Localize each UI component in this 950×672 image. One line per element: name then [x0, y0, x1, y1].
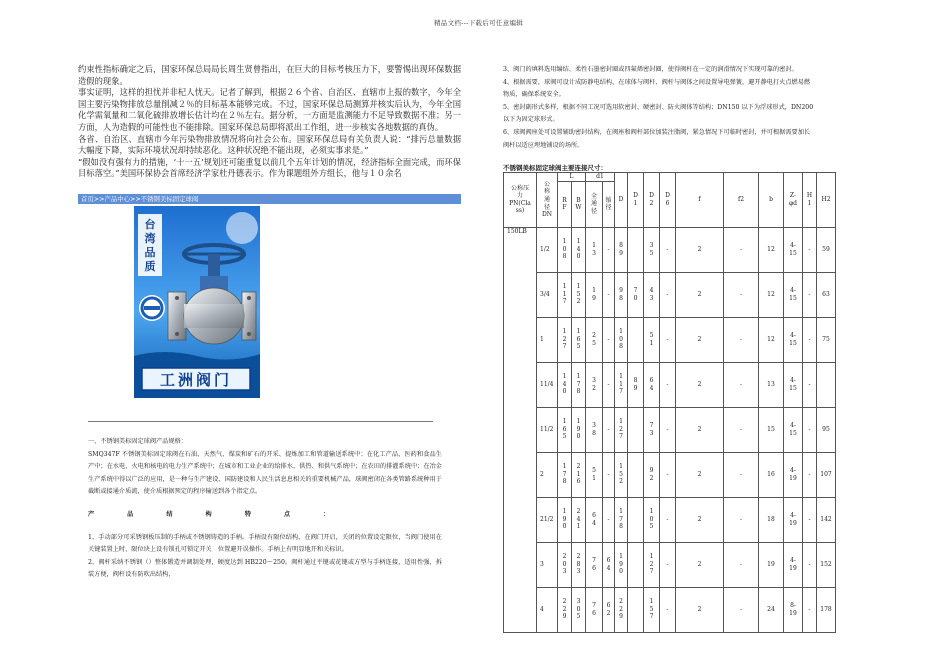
- full-bore-cell: 7 6: [586, 587, 603, 632]
- article-paragraph: 各省、自治区、直辖市今年污染物排放情况将向社会公布。国家环保总局有关负责人说：“排污总量数据大幅度下降，实际环境状况却持续恶化。这种状况绝不能出现，必须实事求是。”: [78, 133, 461, 156]
- f2-cell: -: [724, 272, 759, 317]
- dn-cell: 1: [537, 317, 558, 362]
- h2-cell: [817, 362, 836, 407]
- header-cell: 公 称 通 径 DN: [537, 173, 558, 228]
- d6-cell: -: [660, 362, 676, 407]
- d1-cell: [628, 317, 644, 362]
- right-text-column: [503, 64, 814, 152]
- feature-item: 5、密封副形式多样，根据不同工况可选用软密封、硬密封、防火阀体等结构；DN150 以下为浮球形式，DN200 以下为固定球形式。: [503, 103, 814, 124]
- dn-cell: 21/2: [537, 497, 558, 542]
- table-row: [504, 272, 836, 317]
- reduced-bore-cell: 6 4: [603, 542, 615, 587]
- d6-cell: -: [660, 227, 676, 272]
- table-row: [504, 587, 836, 632]
- b-cell: 19: [759, 542, 784, 587]
- reduced-bore-cell: -: [603, 452, 615, 497]
- d2-cell: 6 4: [644, 362, 660, 407]
- l-bw-cell: 1 9 0: [572, 407, 586, 452]
- f2-cell: -: [724, 227, 759, 272]
- h2-cell: 107: [817, 452, 836, 497]
- l-bw-cell: 2 1 6: [572, 452, 586, 497]
- f2-cell: -: [724, 362, 759, 407]
- header-cell: b: [759, 173, 784, 228]
- bolt-cell: 4- 15: [784, 317, 803, 362]
- h2-cell: 63: [817, 272, 836, 317]
- l-bw-cell: 1 6 5: [572, 317, 586, 362]
- header-cell: H2: [817, 173, 836, 228]
- l-bw-cell: 1 5 2: [572, 272, 586, 317]
- d2-cell: 1 2 7: [644, 542, 660, 587]
- full-bore-cell: 7 6: [586, 542, 603, 587]
- svg-text:工洲阀门: 工洲阀门: [159, 371, 233, 389]
- bolt-cell: 4- 15: [784, 407, 803, 452]
- d2-cell: 9 2: [644, 452, 660, 497]
- header-cell: D: [615, 173, 628, 228]
- header-cell: 缩 径: [603, 181, 615, 227]
- h1-cell: -: [803, 227, 817, 272]
- d1-cell: [628, 407, 644, 452]
- bolt-cell: 8- 19: [784, 587, 803, 632]
- d1-cell: 7 0: [628, 272, 644, 317]
- header-cell: D 6: [660, 173, 676, 228]
- d6-cell: -: [660, 317, 676, 362]
- dn-cell: 2: [537, 452, 558, 497]
- l-bw-cell: 2 4 1: [572, 497, 586, 542]
- feature-item: 4、根据需要，球阀可设计成防静电结构，在球体与阀杆、阀杆与阀体之间设置导电弹簧，避开静电打火点燃易燃物质，确保系统安全。: [503, 78, 811, 99]
- l-bw-cell: 1 4 0: [572, 227, 586, 272]
- d-cell: 1 1 7: [615, 362, 628, 407]
- h1-cell: -: [803, 587, 817, 632]
- f-cell: 2: [676, 407, 724, 452]
- table-header-row: [504, 173, 836, 182]
- header-cell: R F: [558, 181, 572, 227]
- reduced-bore-cell: -: [603, 407, 615, 452]
- h1-cell: -: [803, 272, 817, 317]
- d1-cell: [628, 497, 644, 542]
- f-cell: 2: [676, 587, 724, 632]
- b-cell: 12: [759, 272, 784, 317]
- dimension-table: [503, 172, 836, 633]
- table-row: [504, 362, 836, 407]
- f-cell: 2: [676, 317, 724, 362]
- d2-cell: 1 5 7: [644, 587, 660, 632]
- feature-item: 1、手动部分可采锈钢板压制的手柄或不锈钢铸造的手柄。手柄设有限位结构，在阀门开启，关闭的位置设定限位，当阀门使用在关键装置上时，限位块上设有锁孔可锁定开关 位置避开误操作。手柄上有明显地开和关标识。: [88, 533, 442, 554]
- f2-cell: -: [724, 452, 759, 497]
- d2-cell: 3 5: [644, 227, 660, 272]
- b-cell: 12: [759, 317, 784, 362]
- header-cell: D 2: [644, 173, 660, 228]
- d6-cell: -: [660, 272, 676, 317]
- spec-description: SMQ347F 不锈钢美标固定球阀在石油、天然气、煤炭和矿石的开采、提炼加工和管道输送系统中；在化工产品、医药和食品生产中；在水电、火电和核电的电力生产系统中；在城市和工业企业的给排水、供热、和供气系统中；在农田的排灌系统中；在冶金生产系统中得以广泛的应用，是一种与生产建设、国防建设和人民生活息息相关的重要机械产品，球阀密闭在各类管路系统种用于截断或接通介质流，使介质根据预定的程序输送到各个指定点。: [88, 450, 442, 496]
- reduced-bore-cell: -: [603, 227, 615, 272]
- header-cell: D 1: [628, 173, 644, 228]
- header-cell: H 1: [803, 173, 817, 228]
- d1-cell: [628, 227, 644, 272]
- f2-cell: -: [724, 497, 759, 542]
- table-row: [504, 452, 836, 497]
- reduced-bore-cell: -: [603, 317, 615, 362]
- article-column: [78, 64, 461, 180]
- l-rf-cell: 1 1 7: [558, 272, 572, 317]
- l-rf-cell: 1 7 8: [558, 452, 572, 497]
- dn-cell: 1/2: [537, 227, 558, 272]
- feature-item: 2、阀杆采纳不锈钢（）整体锻造并调制处理，硬度达到 HB220～250。阀杆通过平键或花键或方型与手柄连接，适用性强，拆装方便，阀杆设有防吹出结构，: [88, 558, 442, 579]
- d-cell: 1 9 0: [615, 542, 628, 587]
- product-spec-column: [88, 436, 442, 582]
- f-cell: 2: [676, 272, 724, 317]
- page-header-note: 精品文档---下载后可任意编辑: [434, 19, 524, 27]
- table-row: [504, 497, 836, 542]
- l-bw-cell: 1 7 8: [572, 362, 586, 407]
- h2-cell: 95: [817, 407, 836, 452]
- table-title: 不锈钢美标固定球阀主要连接尺寸：: [503, 164, 607, 172]
- d-cell: 1 5 2: [615, 452, 628, 497]
- header-cell: B W: [572, 181, 586, 227]
- f-cell: 2: [676, 497, 724, 542]
- feature-item: 3、阀门的填料选用编结、柔性石墨密封圈或四氟烯密封圈，使得阀杆在一定的润滑情况下实现可靠的密封。: [503, 66, 798, 73]
- l-rf-cell: 1 9 0: [558, 497, 572, 542]
- d6-cell: -: [660, 497, 676, 542]
- dn-cell: 11/2: [537, 407, 558, 452]
- b-cell: 15: [759, 407, 784, 452]
- l-rf-cell: 1 2 7: [558, 317, 572, 362]
- d2-cell: 4 3: [644, 272, 660, 317]
- h1-cell: -: [803, 407, 817, 452]
- features-heading: [88, 509, 442, 522]
- full-bore-cell: 6 4: [586, 497, 603, 542]
- full-bore-cell: 1 9: [586, 272, 603, 317]
- b-cell: 18: [759, 497, 784, 542]
- dn-cell: 3: [537, 542, 558, 587]
- l-rf-cell: 1 4 0: [558, 362, 572, 407]
- header-cell: 公称压 力 PN(Cla ss): [504, 173, 537, 228]
- full-bore-cell: 3 2: [586, 362, 603, 407]
- d1-cell: [628, 452, 644, 497]
- f2-cell: -: [724, 407, 759, 452]
- bolt-cell: 4- 15: [784, 227, 803, 272]
- h2-cell: 178: [817, 587, 836, 632]
- l-rf-cell: 1 0 8: [558, 227, 572, 272]
- f-cell: 2: [676, 452, 724, 497]
- breadcrumb-banner: 首页>>产品中心>>不锈钢美标固定球阀: [78, 194, 461, 204]
- f-cell: 2: [676, 227, 724, 272]
- features-heading-text: 产品结构特点：: [88, 510, 363, 518]
- d-cell: 1 7 8: [615, 497, 628, 542]
- table-row: [504, 227, 836, 272]
- d-cell: 1 0 8: [615, 317, 628, 362]
- article-paragraph: 事实证明，这样的担忧并非杞人忧天。记者了解到，根据２６个省、自治区、直辖市上报的数字，今年全国主要污染物排放总量削减２％的目标基本能够完成。不过，国家环保总局测算并核实后认为，今年全国化学需氧量和二氧化硫排放增长估计均在２％左右。据分析，一方面是监测能力不足导致数据不准；另一方面，人为造假的可能性也不能排除。国家环保总局即将派出工作组，进一步核实各地数据的真伪。: [78, 87, 461, 132]
- svg-text:品: 品: [144, 246, 156, 259]
- full-bore-cell: 2 5: [586, 317, 603, 362]
- b-cell: 12: [759, 227, 784, 272]
- d6-cell: -: [660, 407, 676, 452]
- bolt-cell: 4- 15: [784, 272, 803, 317]
- bolt-cell: 4- 15: [784, 362, 803, 407]
- h1-cell: -: [803, 362, 817, 407]
- d2-cell: 1 0 5: [644, 497, 660, 542]
- dn-cell: 3/4: [537, 272, 558, 317]
- h1-cell: -: [803, 317, 817, 362]
- section-divider: [88, 421, 433, 422]
- header-cell: 全 通 径: [586, 181, 603, 227]
- f2-cell: -: [724, 542, 759, 587]
- h1-cell: -: [803, 542, 817, 587]
- svg-text:湾: 湾: [144, 232, 156, 245]
- f-cell: 2: [676, 542, 724, 587]
- valve-image: [134, 206, 260, 398]
- l-rf-cell: 1 6 5: [558, 407, 572, 452]
- h1-cell: -: [803, 452, 817, 497]
- feature-item: 6、球阀阀座处可设置辅助密封结构，在阀座和阀杆部位加装注脂阀，紧急情况下可临时密封，并可根据需要加长阀杆以适应埋地铺设的场所。: [503, 128, 811, 149]
- reduced-bore-cell: 6 2: [603, 587, 615, 632]
- reduced-bore-cell: -: [603, 497, 615, 542]
- h2-cell: 152: [817, 542, 836, 587]
- header-cell: d1: [586, 173, 615, 182]
- l-bw-cell: 2 8 3: [572, 542, 586, 587]
- bolt-cell: 4- 19: [784, 542, 803, 587]
- d-cell: 8 9: [615, 227, 628, 272]
- h1-cell: -: [803, 497, 817, 542]
- h2-cell: 75: [817, 317, 836, 362]
- l-bw-cell: 3 0 5: [572, 587, 586, 632]
- dn-cell: 4: [537, 587, 558, 632]
- table-row: [504, 407, 836, 452]
- d2-cell: 5 1: [644, 317, 660, 362]
- d-cell: 1 2 7: [615, 407, 628, 452]
- header-cell: L: [558, 173, 586, 182]
- full-bore-cell: 1 3: [586, 227, 603, 272]
- table-row: [504, 542, 836, 587]
- header-cell: f: [676, 173, 724, 228]
- spec-heading: 一、不锈钢美标固定球阀产品规格：: [88, 438, 187, 445]
- f2-cell: -: [724, 587, 759, 632]
- reduced-bore-cell: -: [603, 272, 615, 317]
- bolt-cell: 4- 19: [784, 452, 803, 497]
- svg-text:台: 台: [144, 218, 156, 231]
- d-cell: 2 2 9: [615, 587, 628, 632]
- d1-cell: [628, 587, 644, 632]
- full-bore-cell: 5 1: [586, 452, 603, 497]
- d1-cell: 8 9: [628, 362, 644, 407]
- b-cell: 16: [759, 452, 784, 497]
- d2-cell: 7 3: [644, 407, 660, 452]
- d6-cell: -: [660, 587, 676, 632]
- header-cell: f2: [724, 173, 759, 228]
- b-cell: 24: [759, 587, 784, 632]
- full-bore-cell: 3 8: [586, 407, 603, 452]
- dn-cell: 11/4: [537, 362, 558, 407]
- f-cell: 2: [676, 362, 724, 407]
- d6-cell: -: [660, 452, 676, 497]
- reduced-bore-cell: -: [603, 362, 615, 407]
- d6-cell: -: [660, 542, 676, 587]
- header-cell: Z- φd: [784, 173, 803, 228]
- ball-valve-photo: [134, 206, 260, 398]
- h2-cell: 59: [817, 227, 836, 272]
- bolt-cell: 4- 19: [784, 497, 803, 542]
- d-cell: 9 8: [615, 272, 628, 317]
- f2-cell: -: [724, 317, 759, 362]
- d1-cell: [628, 542, 644, 587]
- h2-cell: 142: [817, 497, 836, 542]
- b-cell: 13: [759, 362, 784, 407]
- svg-text:质: 质: [144, 260, 156, 273]
- table-row: [504, 317, 836, 362]
- pn-cell: 150LB: [504, 227, 537, 632]
- article-paragraph: “假如没有强有力的措施，‘十一五’规划还可能重复以前几个五年计划的情况，经济指标全面完成，而环保目标落空。”美国环保协会首席经济学家杜丹德表示。作为课题组外方组长，他与１０余名: [78, 156, 461, 179]
- article-paragraph: 约束性指标确定之后，国家环保总局局长周生贤曾指出，在巨大的目标考核压力下，要警惕出现环保数据造假的现象。: [78, 64, 461, 86]
- l-rf-cell: 2 0 3: [558, 542, 572, 587]
- l-rf-cell: 2 2 9: [558, 587, 572, 632]
